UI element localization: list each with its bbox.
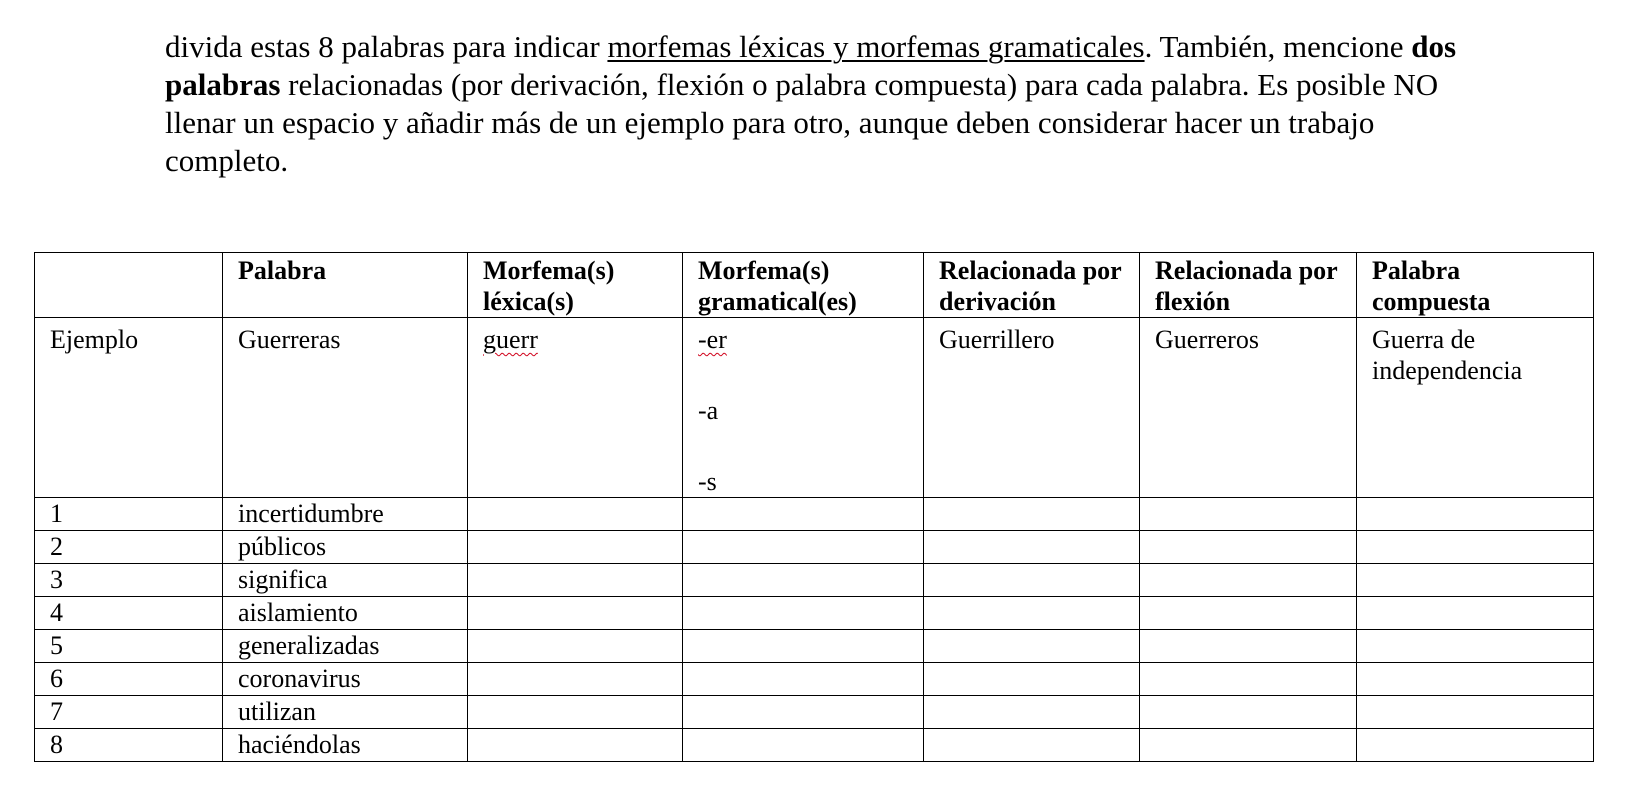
row-derivation-cell[interactable] [924,729,1140,762]
row-lexical-cell[interactable] [468,498,683,531]
row-number: 1 [35,498,223,531]
row-derivation-cell[interactable] [924,696,1140,729]
instructions-paragraph [165,28,1465,180]
row-number: 3 [35,564,223,597]
example-label: Ejemplo [35,318,223,498]
row-inflection-cell[interactable] [1140,696,1357,729]
example-row [35,318,1594,498]
row-derivation-cell[interactable] [924,498,1140,531]
table-row [35,531,1594,564]
row-number: 2 [35,531,223,564]
instructions-bold-text: dos palabras [165,29,1457,102]
example-lexical: guerr [483,325,538,354]
row-lexical-cell[interactable] [468,597,683,630]
row-grammatical-cell[interactable] [683,597,924,630]
row-inflection-cell[interactable] [1140,663,1357,696]
row-compound-cell[interactable] [1357,696,1594,729]
example-grammatical-3: -s [698,467,717,496]
row-lexical-cell[interactable] [468,564,683,597]
row-word: significa [223,564,468,597]
row-grammatical-cell[interactable] [683,564,924,597]
row-number: 6 [35,663,223,696]
row-compound-cell[interactable] [1357,630,1594,663]
header-morfema-lexica: Morfema(s) léxica(s) [468,253,683,318]
row-number: 7 [35,696,223,729]
row-derivation-cell[interactable] [924,630,1140,663]
row-word: públicos [223,531,468,564]
row-compound-cell[interactable] [1357,498,1594,531]
row-derivation-cell[interactable] [924,531,1140,564]
row-inflection-cell[interactable] [1140,630,1357,663]
row-inflection-cell[interactable] [1140,498,1357,531]
table-header-row [35,253,1594,318]
table-row [35,564,1594,597]
row-lexical-cell[interactable] [468,663,683,696]
row-word: aislamiento [223,597,468,630]
row-grammatical-cell[interactable] [683,729,924,762]
header-relacionada-derivacion: Relacionada por derivación [924,253,1140,318]
table-row [35,630,1594,663]
row-grammatical-cell[interactable] [683,498,924,531]
row-derivation-cell[interactable] [924,663,1140,696]
header-palabra-compuesta: Palabra compuesta [1357,253,1594,318]
example-inflection[interactable]: Guerreros [1140,318,1357,498]
row-word: coronavirus [223,663,468,696]
header-palabra: Palabra [223,253,468,318]
row-compound-cell[interactable] [1357,597,1594,630]
row-grammatical-cell[interactable] [683,696,924,729]
row-word: generalizadas [223,630,468,663]
header-empty [35,253,223,318]
row-compound-cell[interactable] [1357,663,1594,696]
header-morfema-gramatical: Morfema(s) gramatical(es) [683,253,924,318]
row-grammatical-cell[interactable] [683,531,924,564]
row-grammatical-cell[interactable] [683,630,924,663]
row-inflection-cell[interactable] [1140,597,1357,630]
row-word: haciéndolas [223,729,468,762]
example-lexical-cell[interactable] [468,318,683,498]
table-row [35,729,1594,762]
row-grammatical-cell[interactable] [683,663,924,696]
row-lexical-cell[interactable] [468,729,683,762]
instructions-text-3: relacionadas (por derivación, flexión o palabra compuesta) para cada palabra. Es posible NO llenar un espacio y añadir más de un ejemplo para otro, aunque deben considerar hacer un trabajo completo. [165,67,1439,178]
instructions-text-2: . También, mencione [1144,29,1412,64]
row-number: 8 [35,729,223,762]
row-compound-cell[interactable] [1357,531,1594,564]
row-lexical-cell[interactable] [468,630,683,663]
table-row [35,597,1594,630]
morpheme-table [34,252,1594,762]
row-word: utilizan [223,696,468,729]
table-row [35,663,1594,696]
row-derivation-cell[interactable] [924,564,1140,597]
example-grammatical-1: -er [698,325,727,354]
table-row [35,696,1594,729]
row-lexical-cell[interactable] [468,696,683,729]
instructions-text-1: divida estas 8 palabras para indicar [165,29,608,64]
row-inflection-cell[interactable] [1140,729,1357,762]
example-grammatical-2: -a [698,396,719,425]
row-inflection-cell[interactable] [1140,531,1357,564]
example-derivation[interactable]: Guerrillero [924,318,1140,498]
instructions-underlined-text: morfemas léxicas y morfemas gramaticales [607,29,1145,64]
row-number: 5 [35,630,223,663]
table-row [35,498,1594,531]
row-inflection-cell[interactable] [1140,564,1357,597]
row-lexical-cell[interactable] [468,531,683,564]
header-relacionada-flexion: Relacionada por flexión [1140,253,1357,318]
example-grammatical-cell[interactable] [683,318,924,498]
row-word: incertidumbre [223,498,468,531]
row-compound-cell[interactable] [1357,729,1594,762]
row-number: 4 [35,597,223,630]
row-compound-cell[interactable] [1357,564,1594,597]
example-word: Guerreras [223,318,468,498]
row-derivation-cell[interactable] [924,597,1140,630]
example-compound[interactable]: Guerra de independencia [1357,318,1594,498]
